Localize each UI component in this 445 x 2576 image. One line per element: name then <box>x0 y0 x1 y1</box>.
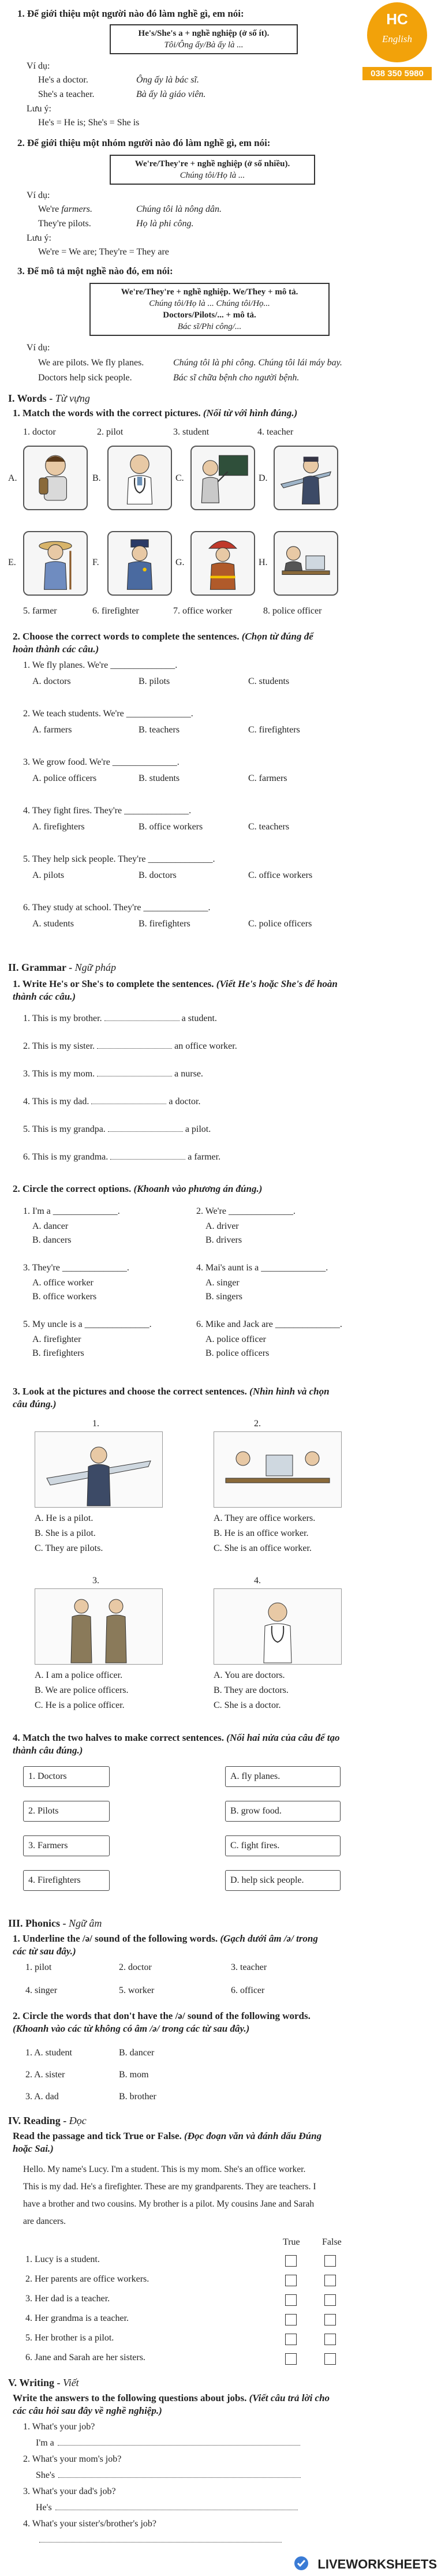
picture-c[interactable] <box>190 446 255 510</box>
farmer-icon <box>24 532 87 595</box>
q2-item-4-option-b[interactable]: B. office workers <box>139 822 203 832</box>
liveworksheets-logo-icon <box>294 2556 309 2571</box>
q2-item-2-option-c[interactable]: C. firefighters <box>248 725 300 735</box>
note3-box-line1: We're/They're + nghề nghiệp. We/They + mô tả. <box>121 287 298 297</box>
passage-line-1: Hello. My name's Lucy. I'm a student. This is my mom. She's an office worker. <box>23 2164 306 2174</box>
q2-item-3-question: 3. We grow food. We're ______________. <box>23 757 180 767</box>
g3-q3_4-option-3[interactable]: C. She is a doctor. <box>214 1700 281 1710</box>
phonics-q1-text: 1. Underline the /ə/ sound of the following words. <box>13 1933 218 1944</box>
phonics-word-worker[interactable]: 5. worker <box>119 1986 155 1995</box>
phonics-title: III. Phonics - <box>8 1917 69 1929</box>
g1-item-2 <box>23 1040 237 1052</box>
tf-item-5-false-box[interactable] <box>324 2334 336 2345</box>
grammar-q3-text: 3. Look at the pictures and choose the correct sentences. <box>13 1386 247 1397</box>
phonics-q2-text: 2. Circle the words that don't have the /ə/ sound of the following words. <box>13 2010 311 2021</box>
note2-box-line2: Chúng tôi/Họ là ... <box>180 171 245 180</box>
pilot-icon <box>275 447 337 509</box>
grammar-q2-title <box>13 1183 262 1195</box>
g3-q3_3-option-1[interactable]: A. I am a police officer. <box>35 1670 123 1680</box>
phonics-q2-1b[interactable]: B. dancer <box>119 2048 155 2058</box>
tf-item-6-true-box[interactable] <box>285 2353 297 2365</box>
grammar-q3-vi: (Nhìn hình và chọn câu đúng.) <box>13 1386 330 1409</box>
q2-item-1-option-b[interactable]: B. pilots <box>139 676 170 686</box>
g2-q2_left-2-question: 3. They're ______________. <box>23 1263 129 1273</box>
g1-item-1-blank[interactable] <box>104 1012 180 1021</box>
q2-item-3-option-b[interactable]: B. students <box>139 773 180 783</box>
pic-letter-a: A. <box>8 473 17 483</box>
w-item-1-answer-line[interactable] <box>58 2437 300 2446</box>
writing-instr-vi: (Viết câu trả lời cho các câu hỏi sau đây về nghề nghiệp.) <box>13 2392 330 2416</box>
grammar-q2-text: 2. Circle the correct options. <box>13 1183 132 1194</box>
w-item-4-question: 4. What's your sister's/brother's job? <box>23 2519 156 2529</box>
q2-item-5-question: 5. They help sick people. They're ______________. <box>23 854 215 864</box>
words-q2-title <box>13 630 336 656</box>
phonics-word-teacher[interactable]: 3. teacher <box>231 1962 267 1972</box>
g1-item-5-start: 5. This is my grandpa. <box>23 1124 108 1134</box>
grammar-q1-vi: (Viết He's hoặc She's để hoàn thành các câu.) <box>13 978 338 1002</box>
q2-item-3-option-c[interactable]: C. farmers <box>248 773 287 783</box>
phonics-q2-3b[interactable]: B. brother <box>119 2092 156 2102</box>
phonics-title-vi: Ngữ âm <box>69 1917 102 1929</box>
note1-example2-vi: Bà ấy là giáo viên. <box>136 89 206 99</box>
phonics-section-title <box>8 1917 102 1930</box>
phonics-word-pilot[interactable]: 1. pilot <box>25 1962 52 1972</box>
note3-box-line2: Chúng tôi/Họ là ... Chúng tôi/Họ... <box>149 299 270 308</box>
phonics-q2-title <box>13 2010 336 2035</box>
w-item-2-answer-line[interactable] <box>58 2469 301 2478</box>
grammar-title-vi: Ngữ pháp <box>74 962 116 973</box>
g2-q2_left-1-question: 1. I'm a ______________. <box>23 1206 120 1216</box>
g1-item-4-end: a doctor. <box>166 1097 201 1106</box>
writing-instructions <box>13 2392 336 2417</box>
q2-item-6-question: 6. They study at school. They're ______________. <box>23 903 211 913</box>
q2-item-4-question: 4. They fight fires. They're ______________. <box>23 806 192 816</box>
note2-example2-vi: Họ là phi công. <box>136 219 194 229</box>
w-item-2-answer-row <box>36 2469 336 2481</box>
g1-item-3-blank[interactable] <box>97 1068 172 1076</box>
g2-q2_right-2-option-b[interactable]: B. singers <box>205 1292 242 1302</box>
writing-title: V. Writing - <box>8 2377 63 2388</box>
g1-item-5-end: a pilot. <box>182 1124 211 1134</box>
g2-q2_left-1-option-b[interactable]: B. dancers <box>32 1235 72 1245</box>
note2-example-label: Ví dụ: <box>27 190 50 200</box>
word-police-officer: 8. police officer <box>263 606 322 616</box>
tf-item-4-false-box[interactable] <box>324 2314 336 2325</box>
note1-example-label: Ví dụ: <box>27 61 50 71</box>
w-item-2-question: 2. What's your mom's job? <box>23 2454 122 2464</box>
scene-police <box>35 1588 163 1665</box>
picture-f[interactable] <box>107 531 172 596</box>
hc-english-logo <box>362 2 432 89</box>
words-section-title <box>8 392 90 405</box>
q2-item-5-option-b[interactable]: B. doctors <box>139 870 177 880</box>
pic-letter-h: H. <box>259 558 268 567</box>
q3-num-4: 4. <box>254 1576 261 1586</box>
q2-item-1-question: 1. We fly planes. We're ______________. <box>23 660 178 670</box>
word-office-worker: 7. office worker <box>173 606 233 616</box>
g4-right-1[interactable]: A. fly planes. <box>225 1766 341 1787</box>
q3-num-3: 3. <box>92 1576 99 1586</box>
footer <box>0 2551 445 2576</box>
doctor-icon <box>109 447 171 509</box>
g2-q2_left-3-option-a[interactable]: A. firefighter <box>32 1334 81 1344</box>
g2-q2_right-3-option-b[interactable]: B. police officers <box>205 1348 270 1358</box>
w-item-1-question: 1. What's your job? <box>23 2422 95 2432</box>
g3-q3_4-option-2[interactable]: B. They are doctors. <box>214 1685 289 1695</box>
note3-example1: We are pilots. We fly planes. <box>38 358 144 368</box>
tf-item-3-true-box[interactable] <box>285 2294 297 2306</box>
phonics-q2-2a[interactable]: 2. A. sister <box>25 2070 65 2080</box>
note2-example2: They're pilots. <box>38 219 91 229</box>
q3-num-1: 1. <box>92 1419 99 1429</box>
doctor-scene-icon <box>214 1589 341 1664</box>
w-item-3-answer-line[interactable] <box>55 2502 298 2510</box>
g2-q2_right-1-question: 2. We're ______________. <box>196 1206 296 1216</box>
q2-item-2-option-b[interactable]: B. teachers <box>139 725 180 735</box>
tf-item-5: 5. Her brother is a pilot. <box>25 2333 114 2343</box>
q2-item-4-option-c[interactable]: C. teachers <box>248 822 290 832</box>
g3-q3_2-option-2[interactable]: B. He is an office worker. <box>214 1528 309 1538</box>
firefighter-icon <box>192 532 254 595</box>
note2-example1b: farmers. <box>61 204 93 214</box>
q2-item-5-option-c[interactable]: C. office workers <box>248 870 313 880</box>
passage-line-2: This is my dad. He's a firefighter. These are my grandparents. They are teachers. I <box>23 2182 316 2192</box>
liveworksheets-brand: LIVEWORKSHEETS <box>317 2557 437 2571</box>
note2-box-line1: We're/They're + nghề nghiệp (ở số nhiều). <box>134 159 290 169</box>
g4-right-3[interactable]: C. fight fires. <box>225 1835 341 1856</box>
grammar-q1-title <box>13 978 342 1003</box>
q2-item-3-option-a[interactable]: A. police officers <box>32 773 97 783</box>
g1-item-1 <box>23 1012 217 1024</box>
note1-note: He's = He is; She's = She is <box>38 118 140 128</box>
word-student: 3. student <box>173 427 210 437</box>
picture-d[interactable] <box>274 446 338 510</box>
note3-title: 3. Để mô tả một nghề nào đó, em nói: <box>17 266 173 276</box>
g2-q2_right-1-option-b[interactable]: B. drivers <box>205 1235 242 1245</box>
picture-g[interactable] <box>190 531 255 596</box>
phonics-q2-1a[interactable]: 1. A. student <box>25 2048 72 2058</box>
tf-item-3: 3. Her dad is a teacher. <box>25 2294 110 2304</box>
g1-item-3-end: a nurse. <box>172 1069 203 1079</box>
q2-item-5-option-a[interactable]: A. pilots <box>32 870 65 880</box>
phonics-q1-vi: (Gạch dưới âm /ə/ trong các từ sau đây.) <box>13 1933 318 1957</box>
pic-letter-e: E. <box>8 558 16 567</box>
reading-instr-vi: (Đọc đoạn văn và đánh dấu Đúng hoặc Sai.) <box>13 2130 322 2154</box>
words-q1-vi: (Nối từ với hình đúng.) <box>203 407 298 418</box>
words-q2-text: 2. Choose the correct words to complete the sentences. <box>13 631 240 642</box>
scene-office <box>214 1431 342 1508</box>
g4-left-2[interactable]: 2. Pilots <box>23 1801 110 1822</box>
note3-box-line4: Bác sĩ/Phi công/... <box>177 322 242 331</box>
words-q1-title <box>13 407 297 419</box>
g3-q3_1-option-2[interactable]: B. She is a pilot. <box>35 1528 96 1538</box>
g3-q3_4-option-1[interactable]: A. You are doctors. <box>214 1670 285 1680</box>
g2-q2_left-1-option-a[interactable]: A. dancer <box>32 1221 69 1231</box>
police-officer-icon <box>109 532 171 595</box>
g1-item-2-start: 2. This is my sister. <box>23 1041 98 1051</box>
passage-line-4: are dancers. <box>23 2216 66 2226</box>
note1-example2: She's a teacher. <box>38 89 95 99</box>
tf-item-3-false-box[interactable] <box>324 2294 336 2306</box>
note3-example2: Doctors help sick people. <box>38 373 132 383</box>
phonics-word-singer[interactable]: 4. singer <box>25 1986 58 1995</box>
w-item-4-answer-row <box>36 2534 336 2545</box>
tf-item-4: 4. Her grandma is a teacher. <box>25 2313 129 2323</box>
g4-right-2[interactable]: B. grow food. <box>225 1801 341 1822</box>
g2-q2_right-3-option-a[interactable]: A. police officer <box>205 1334 266 1344</box>
note3-box-line3: Doctors/Pilots/... + mô tả. <box>163 311 256 320</box>
logo-badge <box>367 2 427 62</box>
reading-title: IV. Reading - <box>8 2115 69 2126</box>
note3-box <box>89 283 330 336</box>
pic-letter-b: B. <box>92 473 101 483</box>
w-item-1-answer-prefix: I'm a <box>36 2438 54 2448</box>
g4-left-4[interactable]: 4. Firefighters <box>23 1870 110 1891</box>
words-q1-text: 1. Match the words with the correct pictures. <box>13 407 201 418</box>
phonics-q2-2b[interactable]: B. mom <box>119 2070 149 2080</box>
note1-box <box>110 24 298 54</box>
writing-section-title <box>8 2377 79 2389</box>
w-item-1-answer-row <box>36 2437 336 2448</box>
w-item-3-answer-prefix: He's <box>36 2503 52 2513</box>
picture-e[interactable] <box>23 531 88 596</box>
g2-q2_left-2-option-b[interactable]: B. office workers <box>32 1292 97 1302</box>
q3-num-2: 2. <box>254 1419 261 1429</box>
passage-line-3: have a brother and two cousins. My brother is a pilot. My cousins Jane and Sarah <box>23 2199 315 2209</box>
q2-item-6-option-a[interactable]: A. students <box>32 919 74 929</box>
w-item-4-answer-line[interactable] <box>39 2534 282 2543</box>
grammar-q1-text: 1. Write He's or She's to complete the sentences. <box>13 978 214 989</box>
reading-instr-text: Read the passage and tick True or False. <box>13 2130 182 2141</box>
g1-item-4-blank[interactable] <box>91 1096 166 1104</box>
w-item-2-answer-prefix: She's <box>36 2470 55 2480</box>
true-header: True <box>283 2237 300 2247</box>
g2-q2_left-3-option-b[interactable]: B. firefighters <box>32 1348 84 1358</box>
note2-example1-vi: Chúng tôi là nông dân. <box>136 204 222 214</box>
g1-item-6 <box>23 1151 220 1162</box>
g1-item-1-end: a student. <box>179 1014 217 1023</box>
g1-item-3 <box>23 1068 203 1079</box>
pic-letter-d: D. <box>259 473 268 483</box>
g3-q3_2-option-3[interactable]: C. She is an office worker. <box>214 1543 312 1553</box>
note3-example2-vi: Bác sĩ chữa bệnh cho người bệnh. <box>173 373 300 383</box>
g1-item-3-start: 3. This is my mom. <box>23 1069 98 1079</box>
q2-item-1-option-c[interactable]: C. students <box>248 676 290 686</box>
words-title: I. Words - <box>8 392 55 404</box>
grammar-q3-title <box>13 1385 342 1411</box>
tf-item-5-true-box[interactable] <box>285 2334 297 2345</box>
note2-title: 2. Để giới thiệu một nhóm người nào đó làm nghề gì, em nói: <box>17 137 271 148</box>
reading-passage <box>23 2161 346 2230</box>
g3-q3_2-option-1[interactable]: A. They are office workers. <box>214 1513 316 1523</box>
logo-text: HC <box>386 10 408 28</box>
g4-left-1[interactable]: 1. Doctors <box>23 1766 110 1787</box>
q2-item-6-option-c[interactable]: C. police officers <box>248 919 312 929</box>
student-boy-icon <box>24 447 87 509</box>
teacher-icon <box>192 447 254 509</box>
tf-item-2-false-box[interactable] <box>324 2275 336 2286</box>
reading-instructions <box>13 2130 336 2155</box>
g1-item-6-start: 6. This is my grandma. <box>23 1152 111 1162</box>
g1-item-2-blank[interactable] <box>97 1040 172 1049</box>
scene-doctor <box>214 1588 342 1665</box>
g3-q3_1-option-3[interactable]: C. They are pilots. <box>35 1543 103 1553</box>
g1-item-4-start: 4. This is my dad. <box>23 1097 92 1106</box>
note1-example1-vi: Ông ấy là bác sĩ. <box>136 75 199 85</box>
word-farmer: 5. farmer <box>23 606 57 616</box>
g2-q2_right-3-question: 6. Mike and Jack are ______________. <box>196 1319 342 1329</box>
word-pilot: 2. pilot <box>97 427 124 437</box>
tf-item-4-true-box[interactable] <box>285 2314 297 2325</box>
g1-item-4 <box>23 1096 200 1107</box>
phonics-word-officer[interactable]: 6. officer <box>231 1986 265 1995</box>
g2-q2_left-2-option-a[interactable]: A. office worker <box>32 1278 94 1288</box>
grammar-q4-vi: (Nối hai nửa của câu để tạo thành câu đúng.) <box>13 1732 340 1756</box>
writing-title-vi: Viết <box>63 2377 79 2388</box>
word-teacher: 4. teacher <box>257 427 294 437</box>
grammar-title: II. Grammar - <box>8 962 75 973</box>
phonics-word-doctor[interactable]: 2. doctor <box>119 1962 152 1972</box>
q2-item-2-option-a[interactable]: A. farmers <box>32 725 72 735</box>
pic-letter-f: F. <box>92 558 99 567</box>
g1-item-2-end: an office worker. <box>172 1041 237 1051</box>
g1-item-5-blank[interactable] <box>108 1123 183 1132</box>
office-worker-icon <box>275 532 337 595</box>
note1-note-label: Lưu ý: <box>27 104 51 114</box>
picture-h[interactable] <box>274 531 338 596</box>
phonics-q1-title <box>13 1932 324 1958</box>
g4-right-4[interactable]: D. help sick people. <box>225 1870 341 1891</box>
grammar-q4-title <box>13 1732 342 1757</box>
tf-item-2-true-box[interactable] <box>285 2275 297 2286</box>
g3-q3_1-option-1[interactable]: A. He is a pilot. <box>35 1513 94 1523</box>
grammar-section-title <box>8 962 116 974</box>
note1-title: 1. Để giới thiệu một người nào đó làm nghề gì, em nói: <box>17 8 244 19</box>
words-title-vi: Từ vựng <box>55 392 90 404</box>
note2-example1 <box>38 204 92 215</box>
g4-left-3[interactable]: 3. Farmers <box>23 1835 110 1856</box>
tf-item-6: 6. Jane and Sarah are her sisters. <box>25 2353 145 2362</box>
g1-item-1-start: 1. This is my brother. <box>23 1014 104 1023</box>
phonics-q2-vi: (Khoanh vào các từ không có âm /ə/ trong các từ sau đây.) <box>13 2023 250 2034</box>
tf-item-1-true-box[interactable] <box>285 2255 297 2267</box>
scene-pilots <box>35 1431 163 1508</box>
g2-q2_right-1-option-a[interactable]: A. driver <box>205 1221 239 1231</box>
note1-box-line2: Tôi/Ông ấy/Bà ấy là ... <box>164 40 244 50</box>
g3-q3_3-option-2[interactable]: B. We are police officers. <box>35 1685 129 1695</box>
g2-q2_left-3-question: 5. My uncle is a ______________. <box>23 1319 152 1329</box>
grammar-q4-text: 4. Match the two halves to make correct sentences. <box>13 1732 225 1743</box>
g2-q2_right-2-option-a[interactable]: A. singer <box>205 1278 240 1288</box>
tf-item-1: 1. Lucy is a student. <box>25 2255 100 2264</box>
words-q2-vi: (Chọn từ đúng để hoàn thành các câu.) <box>13 631 313 655</box>
word-doctor: 1. doctor <box>23 427 56 437</box>
note1-example1: He's a doctor. <box>38 75 88 85</box>
grammar-q2-vi: (Khoanh vào phương án đúng.) <box>133 1183 263 1194</box>
g2-q2_right-2-question: 4. Mai's aunt is a ______________. <box>196 1263 328 1273</box>
logo-phone: 038 350 5980 <box>362 67 432 80</box>
pilots-scene-icon <box>35 1432 162 1507</box>
tf-item-1-false-box[interactable] <box>324 2255 336 2267</box>
note3-example-label: Ví dụ: <box>27 343 50 353</box>
false-header: False <box>322 2237 342 2247</box>
g1-item-6-blank[interactable] <box>110 1151 185 1160</box>
reading-section-title <box>8 2115 87 2127</box>
g1-item-5 <box>23 1123 211 1135</box>
word-firefighter: 6. firefighter <box>92 606 139 616</box>
q2-item-1-option-a[interactable]: A. doctors <box>32 676 71 686</box>
police-scene-icon <box>35 1589 162 1664</box>
picture-b[interactable] <box>107 446 172 510</box>
note2-note: We're = We are; They're = They are <box>38 247 169 257</box>
q2-item-6-option-b[interactable]: B. firefighters <box>139 919 190 929</box>
q2-item-2-question: 2. We teach students. We're ______________. <box>23 709 193 719</box>
phonics-q2-3a[interactable]: 3. A. dad <box>25 2092 59 2102</box>
note2-note-label: Lưu ý: <box>27 233 51 243</box>
note1-box-line1: He's/She's a + nghề nghiệp (ở số ít). <box>138 29 270 38</box>
note2-box <box>110 155 315 185</box>
note2-example1a: We're <box>38 204 62 214</box>
g1-item-6-end: a farmer. <box>185 1152 221 1162</box>
q2-item-4-option-a[interactable]: A. firefighters <box>32 822 85 832</box>
tf-item-2: 2. Her parents are office workers. <box>25 2274 149 2284</box>
pic-letter-c: C. <box>175 473 184 483</box>
g3-q3_3-option-3[interactable]: C. He is a police officer. <box>35 1700 125 1710</box>
tf-item-6-false-box[interactable] <box>324 2353 336 2365</box>
w-item-3-answer-row <box>36 2502 336 2513</box>
pic-letter-g: G. <box>175 558 185 567</box>
office-scene-icon <box>214 1432 341 1507</box>
writing-instr-text: Write the answers to the following questions about jobs. <box>13 2392 247 2403</box>
picture-a[interactable] <box>23 446 88 510</box>
w-item-3-question: 3. What's your dad's job? <box>23 2487 116 2496</box>
logo-subtext: English <box>382 33 412 44</box>
reading-title-vi: Đọc <box>69 2115 87 2126</box>
note3-example1-vi: Chúng tôi là phi công. Chúng tôi lái máy bay. <box>173 358 342 368</box>
